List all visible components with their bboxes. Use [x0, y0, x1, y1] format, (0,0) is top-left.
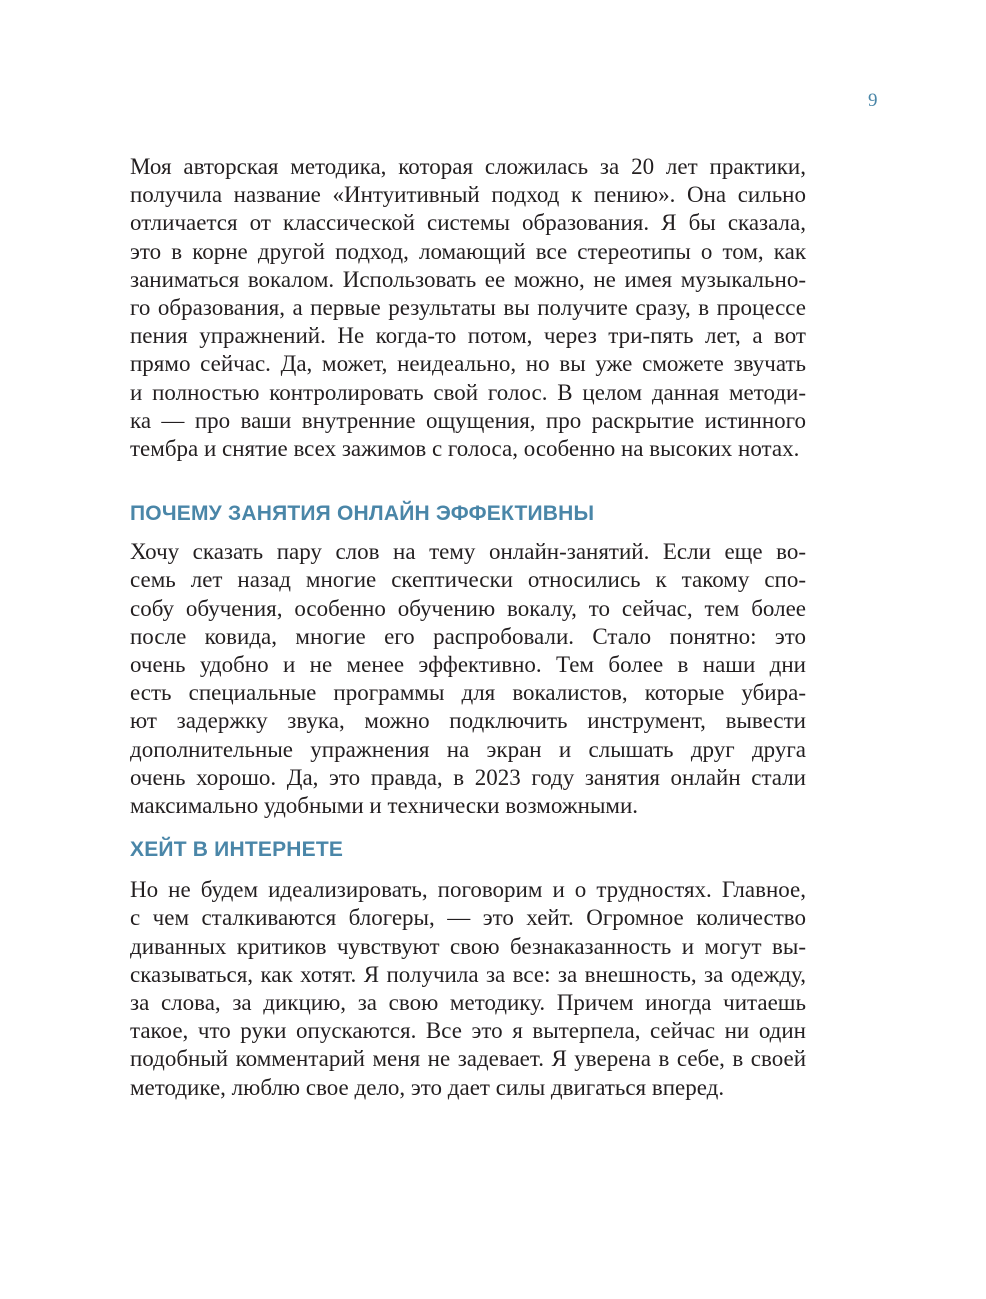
- text-line: с чем сталкиваются блогеры, — это хейт. Огромное количество: [130, 905, 806, 931]
- text-line: методике, люблю свое дело, это дает силы двигаться вперед.: [130, 1074, 725, 1100]
- text-line: го образования, а первые результаты вы получите сразу, в процессе: [130, 295, 806, 321]
- text-line: заниматься вокалом. Использовать ее можно, не имея музыкально-: [130, 266, 806, 292]
- page-body: [130, 153, 806, 1102]
- text-line: диванных критиков чувствуют свою безнаказанность и могут вы-: [130, 933, 806, 959]
- text-line: отличается от классической системы образования. Я бы сказала,: [130, 210, 806, 236]
- text-line: тембра и снятие всех зажимов с голоса, особенно на высоких нотах.: [130, 436, 800, 462]
- text-line: Хочу сказать пару слов на тему онлайн-занятий. Если еще во-: [130, 539, 806, 565]
- text-line: прямо сейчас. Да, может, неидеально, но вы уже сможете звучать: [130, 351, 806, 377]
- text-line: пения упражнений. Не когда-то потом, через три-пять лет, а вот: [130, 323, 806, 349]
- text-line: дополнительные упражнения на экран и слышать друг друга: [130, 736, 806, 762]
- paragraph-online: [130, 538, 806, 820]
- text-line: очень хорошо. Да, это правда, в 2023 году занятия онлайн стали: [130, 764, 806, 790]
- section-heading-hate: ХЕЙТ В ИНТЕРНЕТЕ: [130, 838, 344, 862]
- text-line: собу обучения, особенно обучению вокалу, то сейчас, тем более: [130, 595, 806, 621]
- text-line: получила название «Интуитивный подход к пению». Она сильно: [130, 182, 806, 208]
- page-number: 9: [868, 90, 878, 111]
- text-line: есть специальные программы для вокалистов, которые убира-: [130, 680, 806, 706]
- text-line: максимально удобными и технически возможными.: [130, 793, 639, 819]
- section-heading-online: ПОЧЕМУ ЗАНЯТИЯ ОНЛАЙН ЭФФЕКТИВНЫ: [130, 502, 595, 526]
- paragraph-methodology: [130, 153, 806, 463]
- text-line: такое, что руки опускаются. Все это я вытерпела, сейчас ни один: [130, 1018, 806, 1044]
- text-line: за слова, за дикцию, за свою методику. Причем иногда читаешь: [130, 990, 806, 1016]
- text-line: ка — про ваши внутренние ощущения, про раскрытие истинного: [130, 407, 806, 433]
- paragraph-hate: [130, 876, 806, 1102]
- text-line: ют задержку звука, можно подключить инструмент, вывести: [130, 708, 806, 734]
- text-line: после ковида, многие его распробовали. Стало понятно: это: [130, 623, 806, 649]
- text-line: очень удобно и не менее эффективно. Тем более в наши дни: [130, 652, 806, 678]
- text-line: подобный комментарий меня не задевает. Я уверена в себе, в своей: [130, 1046, 806, 1072]
- text-line: это в корне другой подход, ломающий все стереотипы о том, как: [130, 238, 806, 264]
- text-line: семь лет назад многие скептически относились к такому спо-: [130, 567, 806, 593]
- text-line: Моя авторская методика, которая сложилась за 20 лет практики,: [130, 154, 806, 179]
- text-line: и полностью контролировать свой голос. В целом данная методи-: [130, 379, 806, 405]
- text-line: Но не будем идеализировать, поговорим и о трудностях. Главное,: [130, 877, 806, 903]
- text-line: сказываться, как хотят. Я получила за все: за внешность, за одежду,: [130, 961, 806, 987]
